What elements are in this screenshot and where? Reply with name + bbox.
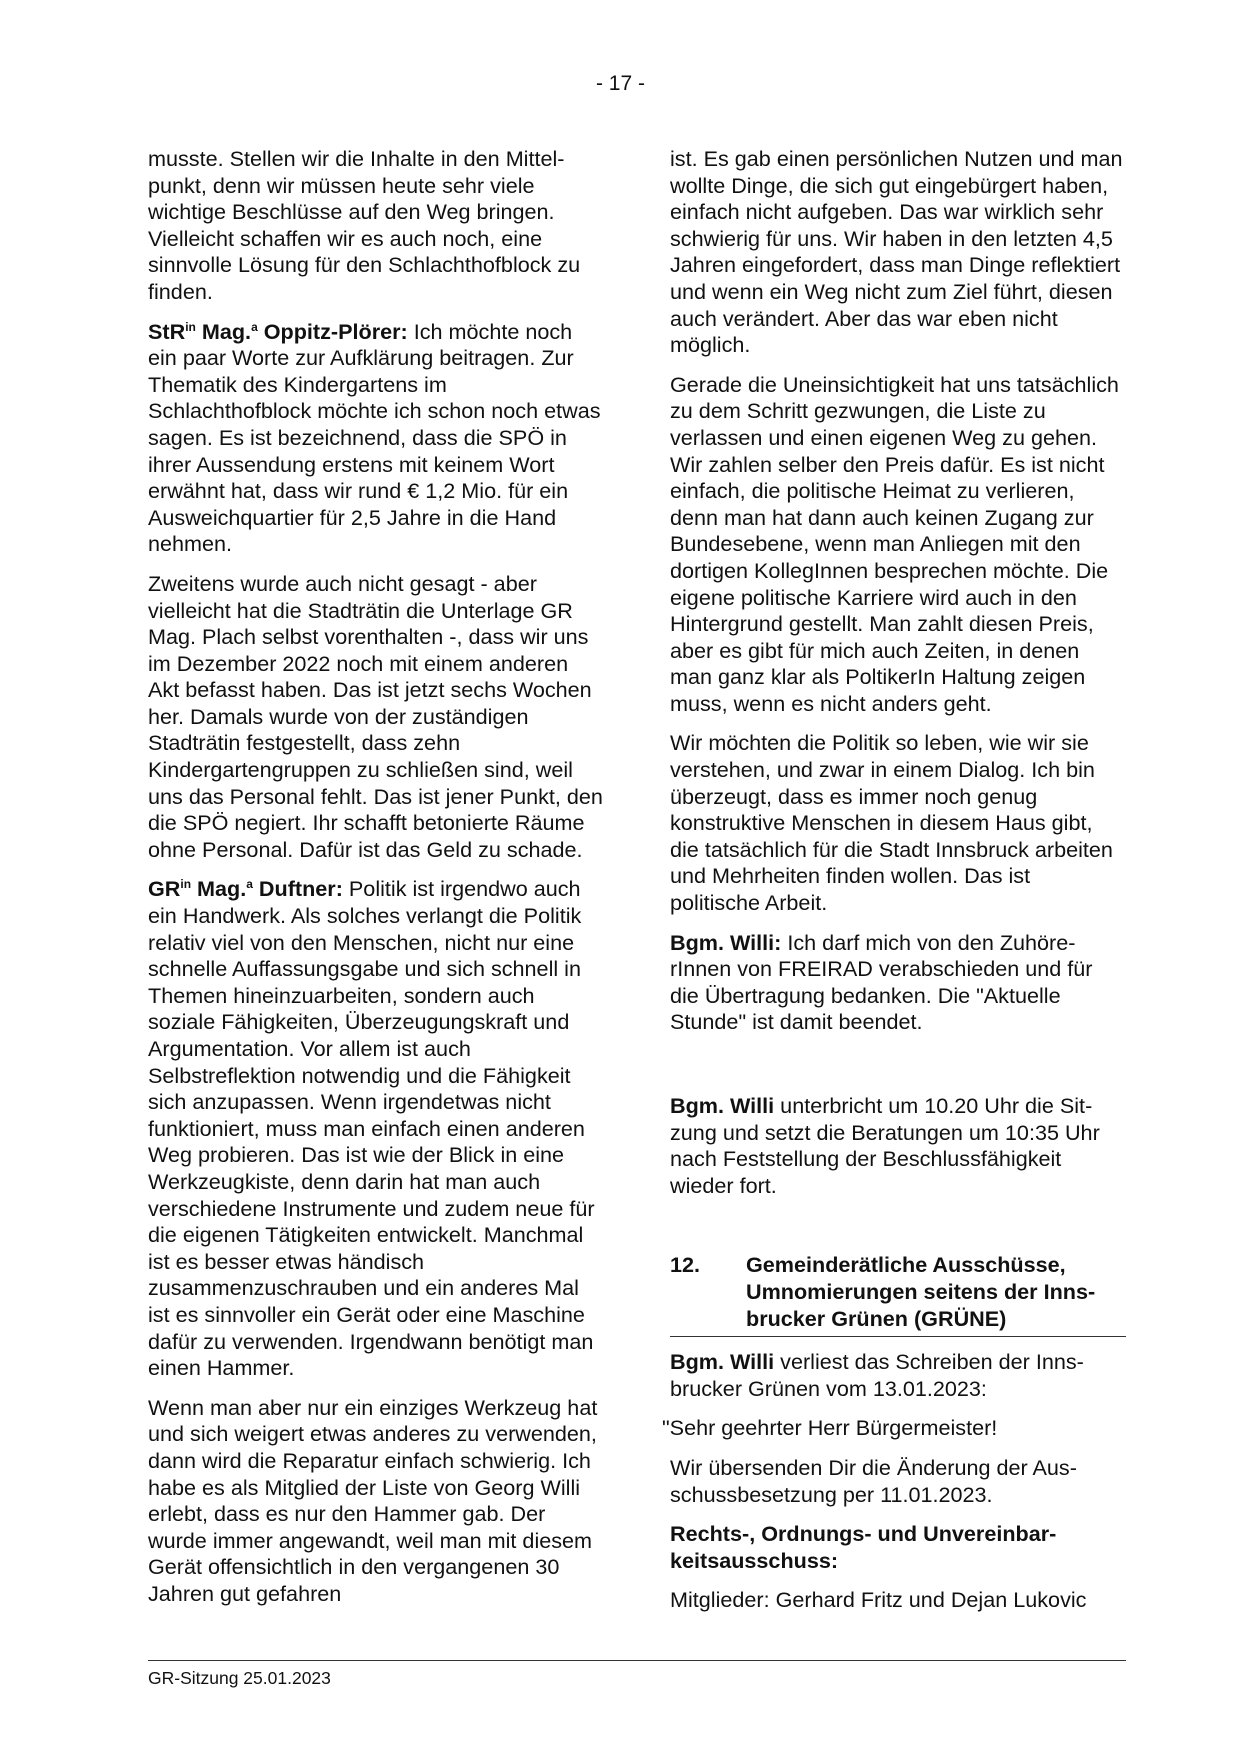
paragraph: StR$^{in}$ Mag.$^a$ Oppitz-Plörer: Ich möchte noch ein paar Worte zur Aufklärung beitragen. Zur Thematik des Kindergartens im Schlachthofblock möchte ich schon noch etwas sagen. Es ist bezeichnend, dass die SPÖ in ihrer Aussendung erstens mit keinem Wort erwähnt hat, dass wir rund € 1,2 Mio. für ein Ausweichquartier für 2,5 Jahre in die Hand nehmen. — [148, 318, 601, 557]
right-column — [662, 146, 1126, 1627]
paragraph: Bgm. Willi unterbricht um 10.20 Uhr die Sitzung und setzt die Beratungen um 10:35 Uhr nach Feststellung der Beschlussfähigkeit wieder fort. — [670, 1093, 1100, 1198]
paragraph: Gerade die Uneinsichtigkeit hat uns tatsächlich zu dem Schritt gezwungen, die Liste zu verlassen und einen eigenen Weg zu gehen. Wir zahlen selber den Preis dafür. Es ist nicht einfach, die politische Heimat zu verlieren, denn man hat dann auch keinen Zugang zur Bundesebene, wenn man Anliegen mit den dortigen KollegInnen besprechen möchte. Die eigene politische Karriere wird auch in den Hintergrund gestellt. Man zahlt diesen Preis, aber es gibt für mich auch Zeiten, in denen man ganz klar als PoltikerIn Haltung zeigen muss, wenn es nicht anders geht. — [670, 371, 1119, 716]
agenda-number: 12. — [670, 1252, 701, 1278]
paragraph: Bgm. Willi: Ich darf mich von den ZuhörerInnen von FREIRAD verabschieden und für die Übertragung bedanken. Die "Aktuelle Stunde" ist damit beendet. — [670, 929, 1093, 1035]
paragraph: Bgm. Willi verliest das Schreiben der Innsbrucker Grünen vom 13.01.2023: — [670, 1349, 1084, 1401]
speaker-name: $GR^{in}$ Mag.$^a$ Duftner: — [148, 876, 343, 902]
paragraph: "Sehr geehrter Herr Bürgermeister! — [662, 1415, 998, 1441]
paragraph: Zweitens wurde auch nicht gesagt - aber vielleicht hat die Stadträtin die Unterlage GR Mag. Plach selbst vorenthalten -, dass wir uns im Dezember 2022 noch mit einem anderen Akt befasst haben. Das ist jetzt sechs Wochen her. Damals wurde von der zuständigen Stadträtin festgestellt, dass zehn Kindergartengruppen zu schließen sind, weil uns das Personal fehlt. Das ist jener Punkt, den die SPÖ negiert. Ihr schafft betonierte Räume ohne Personal. Dafür ist das Geld zu schade. — [148, 570, 603, 862]
committee-heading: Rechts-, Ordnungs- und Unvereinbarkeitsausschuss: — [670, 1521, 1057, 1573]
paragraph: Wir möchten die Politik so leben, wie wir sie verstehen, und zwar in einem Dialog. Ich bin überzeugt, dass es immer noch genug konstruktive Menschen in diesem Haus gibt, die tatsächlich für die Stadt Innsbruck arbeiten und Mehrheiten finden wollen. Das ist politische Arbeit. — [670, 730, 1113, 916]
left-column — [148, 146, 603, 1620]
speaker-name: Bgm. Willi: — [670, 929, 782, 955]
agenda-item-heading — [670, 1252, 1126, 1337]
paragraph: $GR^{in}$ Mag.$^a$ Duftner: Politik ist irgendwo auch ein Handwerk. Als solches verlangt die Politik relativ viel von den Menschen, nicht nur eine schnelle Auffassungsgabe und sich schnell in Themen hineinzuarbeiten, sondern auch soziale Fähigkeiten, Überzeugungskraft und Argumentation. Vor allem ist auch Selbstreflektion notwendig und die Fähigkeit sich anzupassen. Wenn irgendetwas nicht funktioniert, muss man einfach einen anderen Weg probieren. Das ist wie der Blick in eine Werkzeugkiste, denn darin hat man auch verschiedene Instrumente und zudem neue für die eigenen Tätigkeiten entwickelt. Manchmal ist es besser etwas händisch zusammenzuschrauben und ein anderes Mal ist es sinnvoller ein Gerät oder eine Maschine dafür zu verwenden. Irgendwann benötigt man einen Hammer. — [148, 876, 595, 1381]
footer-divider — [148, 1660, 1126, 1661]
speaker-name: StR$^{in}$ Mag.$^a$ Oppitz-Plörer: — [148, 318, 408, 344]
paragraph: ist. Es gab einen persönlichen Nutzen und man wollte Dinge, die sich gut eingebürgert haben, einfach nicht aufgeben. Das war wirklich sehr schwierig für uns. Wir haben in den letzten 4,5 Jahren eingefordert, dass man Dinge reflektiert und wenn ein Weg nicht zum Ziel führt, diesen auch verändert. Aber das war eben nicht möglich. — [670, 146, 1123, 358]
speaker-name: Bgm. Willi — [670, 1093, 775, 1118]
page-number: - 17 - — [595, 72, 645, 95]
speaker-name: Bgm. Willi — [670, 1349, 775, 1375]
paragraph: Mitglieder: Gerhard Fritz und Dejan Lukovic — [670, 1587, 1087, 1613]
paragraph: Wenn man aber nur ein einziges Werkzeug hat und sich weigert etwas anderes zu verwenden, dann wird die Reparatur einfach schwierig. Ich habe es als Mitglied der Liste von Georg Willi erlebt, dass es nur den Hammer gab. Der wurde immer angewandt, weil man mit diesem Gerät offensichtlich in den vergangenen 30 Jahren gut gefahren — [148, 1394, 598, 1606]
paragraph: Wir übersenden Dir die Änderung der Ausschussbesetzung per 11.01.2023. — [670, 1454, 1077, 1507]
footer-text: GR-Sitzung 25.01.2023 — [148, 1668, 331, 1688]
agenda-title: Gemeinderätliche Ausschüsse, Umnomierungen seitens der Innsbrucker Grünen (GRÜNE) — [746, 1252, 1096, 1331]
paragraph: musste. Stellen wir die Inhalte in den Mittelpunkt, denn wir müssen heute sehr viele wichtige Beschlüsse auf den Weg bringen. Vielleicht schaffen wir es auch noch, eine sinnvolle Lösung für den Schlachthofblock zu finden. — [148, 146, 581, 304]
